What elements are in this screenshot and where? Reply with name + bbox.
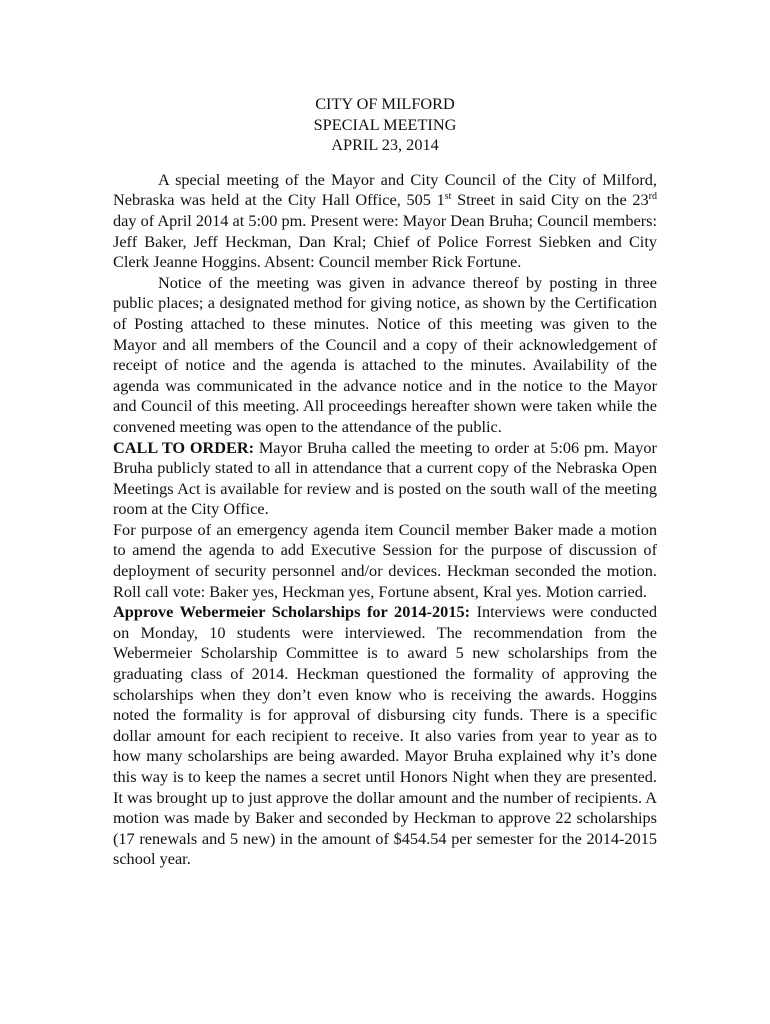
call-to-order-label: CALL TO ORDER:: [113, 437, 255, 457]
emergency-item-paragraph: For purpose of an emergency agenda item Council member Baker made a motion to amend the agenda to add Executive Session for the purpose of discussion of deployment of security personnel and/or devices. Heckman seconded the motion. Roll call vote: Baker yes, Heckman yes, Fortune absent, Kral yes. Motion carried.: [113, 519, 657, 601]
opening-paragraph: A special meeting of the Mayor and City Council of the City of Milford, Nebraska was held at the City Hall Office, 505 1st Street in said City on the 23rd day of April 2014 at 5:00 pm. Present were: Mayor Dean Bruha; Council members: Jeff Baker, Jeff Heckman, Dan Kral; Chief of Police Forrest Siebken and City Clerk Jeanne Hoggins. Absent: Council member Rick Fortune.: [113, 169, 657, 272]
scholarships-label: Approve Webermeier Scholarships for 2014-2015:: [113, 602, 471, 622]
meeting-date: APRIL 23, 2014: [331, 135, 439, 155]
meeting-type: SPECIAL MEETING: [313, 114, 457, 134]
document-heading: [113, 94, 657, 156]
notice-paragraph: Notice of the meeting was given in advance thereof by posting in three public places; a designated method for giving notice, as shown by the Certification of Posting attached to these minutes. Notice of this meeting was given to the Mayor and all members of the Council and a copy of their acknowledgement of receipt of notice and the agenda is attached to the minutes. Availability of the agenda was communicated in the advance notice and in the notice to the Mayor and Council of this meeting. All proceedings hereafter shown were taken while the convened meeting was open to the attendance of the public.: [113, 272, 657, 436]
heading-spacer: [113, 156, 657, 170]
scholarships-paragraph: Approve Webermeier Scholarships for 2014-2015: Interviews were conducted on Monday, 10 students were interviewed. The recommendation from the Webermeier Scholarship Committee is to award 5 new scholarships from the graduating class of 2014. Heckman questioned the formality of approving the scholarships when they don’t even know who is receiving the awards. Hoggins noted the formality is for approval of disbursing city funds. There is a specific dollar amount for each recipient to receive. It also varies from year to year as to how many scholarships are being awarded. Mayor Bruha explained why it’s done this way is to keep the names a secret until Honors Night when they are presented. It was brought up to just approve the dollar amount and the number of recipients. A motion was made by Baker and seconded by Heckman to approve 22 scholarships (17 renewals and 5 new) in the amount of $454.54 per semester for the 2014-2015 school year.: [113, 602, 657, 869]
document-page: [113, 94, 657, 870]
city-title: CITY OF MILFORD: [315, 94, 455, 113]
call-to-order-paragraph: CALL TO ORDER: Mayor Bruha called the meeting to order at 5:06 pm. Mayor Bruha publicly stated to all in attendance that a current copy of the Nebraska Open Meetings Act is available for review and is posted on the south wall of the meeting room at the City Office.: [113, 437, 657, 519]
